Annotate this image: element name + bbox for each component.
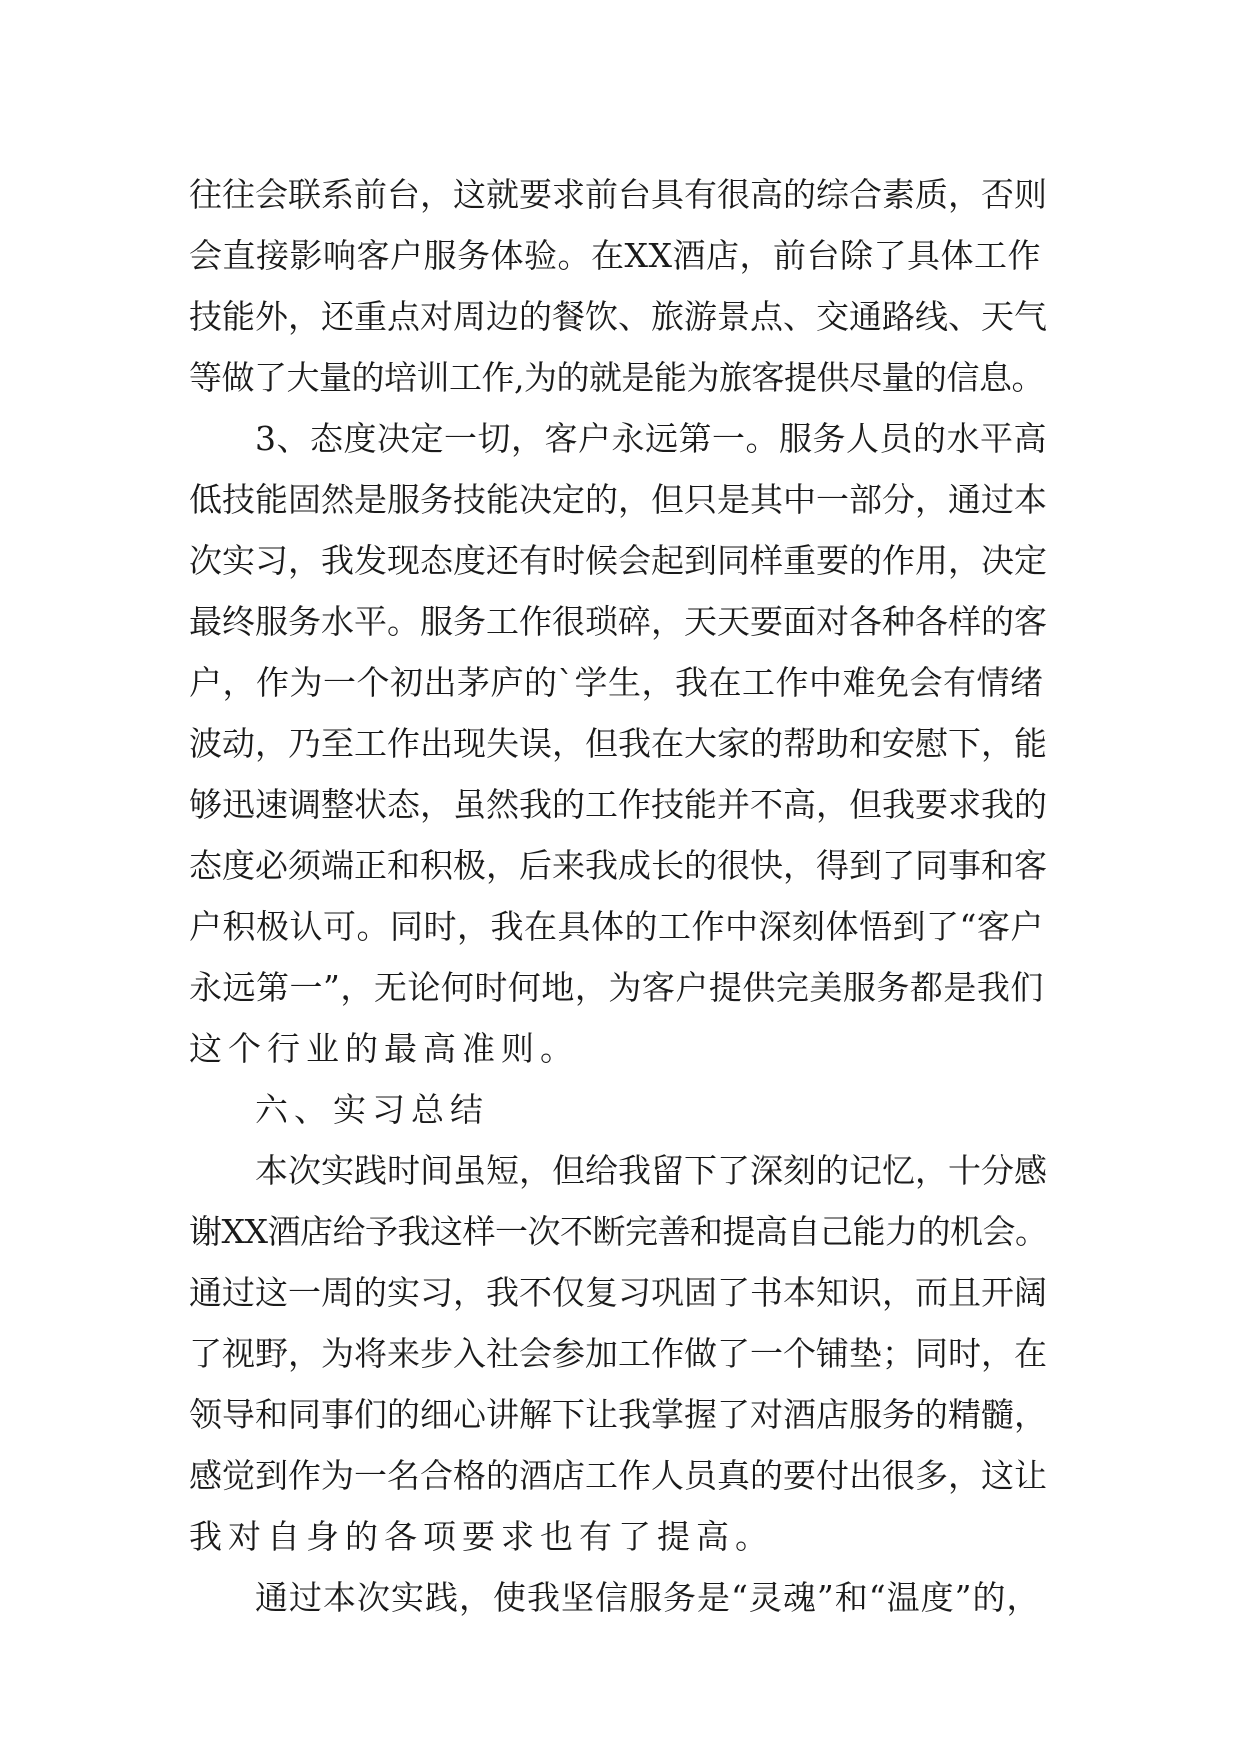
text-line: 等做了大量的培训工作,为的就是能为旅客提供尽量的信息。 <box>189 358 1044 397</box>
text-line: 会直接影响客户服务体验。在XX酒店，前台除了具体工作 <box>189 236 1041 275</box>
text-line: 波动，乃至工作出现失误，但我在大家的帮助和安慰下，能 <box>189 724 1047 763</box>
text-line: 永远第一”，无论何时何地，为客户提供完美服务都是我们 <box>189 968 1044 1007</box>
text-line: 通过本次实践，使我坚信服务是“灵魂”和“温度”的， <box>255 1578 1041 1617</box>
text-line: 够迅速调整状态，虽然我的工作技能并不高，但我要求我的 <box>189 785 1047 824</box>
text-line: 次实习，我发现态度还有时候会起到同样重要的作用，决定 <box>189 541 1047 580</box>
text-line: 技能外，还重点对周边的餐饮、旅游景点、交通路线、天气 <box>189 297 1047 336</box>
text-line: 低技能固然是服务技能决定的，但只是其中一部分，通过本 <box>189 480 1047 519</box>
text-line: 感觉到作为一名合格的酒店工作人员真的要付出很多，这让 <box>189 1456 1047 1495</box>
text-line: 通过这一周的实习，我不仅复习巩固了书本知识，而且开阔 <box>189 1273 1047 1312</box>
text-line: 了视野，为将来步入社会参加工作做了一个铺垫；同时，在 <box>189 1334 1047 1373</box>
text-line: 户，作为一个初出茅庐的`学生，我在工作中难免会有情绪 <box>189 663 1044 702</box>
text-line: 往往会联系前台，这就要求前台具有很高的综合素质，否则 <box>189 175 1047 214</box>
text-line: 这个行业的最高准则。 <box>189 1029 579 1068</box>
text-line: 户积极认可。同时，我在具体的工作中深刻体悟到了“客户 <box>189 907 1044 946</box>
text-line: 3、态度决定一切，客户永远第一。服务人员的水平高 <box>255 419 1047 458</box>
text-line: 态度必须端正和积极，后来我成长的很快，得到了同事和客 <box>189 846 1047 885</box>
text-line: 领导和同事们的细心讲解下让我掌握了对酒店服务的精髓， <box>189 1395 1047 1434</box>
text-line: 我对自身的各项要求也有了提高。 <box>189 1517 774 1556</box>
text-line: 本次实践时间虽短，但给我留下了深刻的记忆，十分感 <box>255 1151 1047 1190</box>
text-line: 六、实习总结 <box>255 1090 489 1129</box>
text-line: 谢XX酒店给予我这样一次不断完善和提高自己能力的机会。 <box>189 1212 1048 1251</box>
text-line: 最终服务水平。服务工作很琐碎，天天要面对各种各样的客 <box>189 602 1047 641</box>
document-body <box>189 164 1049 1628</box>
